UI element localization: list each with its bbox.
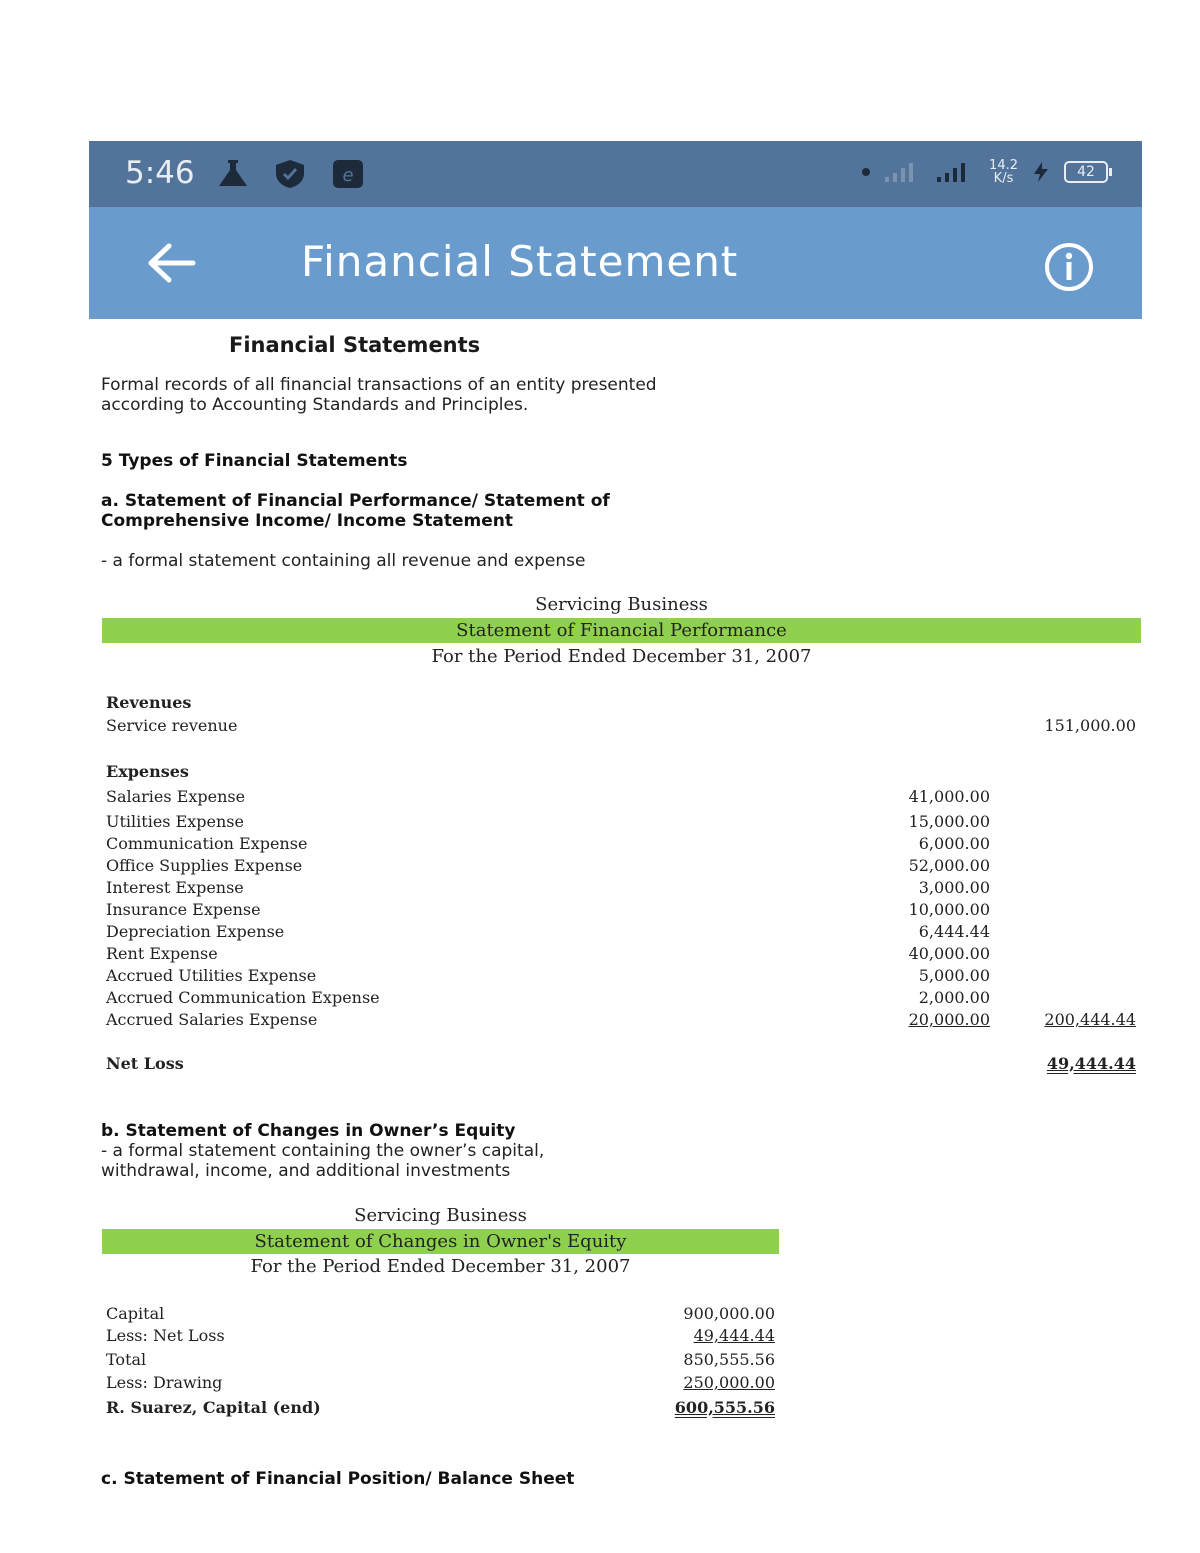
equity-row-amount: 600,555.56 [674,1398,775,1417]
soe-period: For the Period Ended December 31, 2007 [250,1256,631,1277]
app-bar [89,207,1142,319]
expense-label: Salaries Expense [106,787,246,806]
total-expenses-amount: 200,444.44 [1044,1010,1136,1029]
section-a-description: - a formal statement containing all revenue and expense [101,551,586,571]
expense-amount: 6,444.44 [918,922,990,941]
service-revenue-label: Service revenue [106,716,238,735]
expense-label: Depreciation Expense [106,922,285,941]
service-revenue-amount: 151,000.00 [1044,716,1136,735]
signal-strong-icon [937,161,975,183]
expense-label: Accrued Salaries Expense [106,1010,318,1029]
section-c-heading: c. Statement of Financial Position/ Balance Sheet [101,1469,575,1489]
expense-amount: 3,000.00 [918,878,990,897]
expense-amount: 41,000.00 [908,787,990,806]
definition-text: Formal records of all financial transactions of an entity presented according to Accounting Standards and Principles. [101,375,657,415]
expense-label: Insurance Expense [106,900,261,919]
equity-row-amount: 900,000.00 [683,1304,775,1323]
equity-row-label: Capital [106,1304,165,1323]
document-title: Financial Statements [229,333,481,357]
section-b-description: - a formal statement containing the owner’s capital, withdrawal, income, and additional investments [101,1141,545,1181]
expense-label: Rent Expense [106,944,218,963]
section-a-heading: a. Statement of Financial Performance/ Statement of Comprehensive Income/ Income Statement [101,491,610,531]
expense-amount: 20,000.00 [908,1010,990,1029]
app-title: Financial Statement [301,237,739,286]
sfp-company: Servicing Business [535,594,708,615]
expense-amount: 5,000.00 [918,966,990,985]
expense-label: Office Supplies Expense [106,856,303,875]
revenues-label: Revenues [106,693,192,712]
equity-row-label: Less: Drawing [106,1373,223,1392]
sfp-title: Statement of Financial Performance [102,618,1141,643]
notification-dot-icon [861,167,871,177]
expense-amount: 10,000.00 [908,900,990,919]
expense-amount: 40,000.00 [908,944,990,963]
browser-app-icon [331,158,365,190]
expense-amount: 2,000.00 [918,988,990,1007]
status-bar [89,141,1142,207]
expense-amount: 52,000.00 [908,856,990,875]
expenses-label: Expenses [106,762,189,781]
sfp-period: For the Period Ended December 31, 2007 [431,646,812,667]
expense-label: Communication Expense [106,834,308,853]
charging-icon [1032,161,1050,183]
equity-row-amount: 49,444.44 [693,1326,775,1345]
net-loss-label: Net Loss [106,1054,184,1073]
speed-value: 14.2 [989,158,1018,173]
soe-company: Servicing Business [354,1205,527,1226]
net-loss-amount: 49,444.44 [1046,1054,1136,1073]
speed-unit: K/s [993,171,1014,186]
network-speed [989,159,1018,185]
expense-amount: 6,000.00 [918,834,990,853]
svg-text:e: e [342,165,354,186]
expense-label: Interest Expense [106,878,244,897]
info-icon[interactable] [1043,241,1095,293]
types-heading: 5 Types of Financial Statements [101,451,408,471]
signal-weak-icon [885,161,923,183]
equity-row-amount: 250,000.00 [683,1373,775,1392]
shield-icon [273,158,307,190]
equity-row-label: Less: Net Loss [106,1326,225,1345]
expense-label: Accrued Communication Expense [106,988,380,1007]
status-time: 5:46 [125,155,195,191]
equity-row-amount: 850,555.56 [683,1350,775,1369]
expense-label: Accrued Utilities Expense [106,966,317,985]
soe-title: Statement of Changes in Owner's Equity [102,1229,779,1254]
battery-indicator: 42 [1064,161,1108,183]
expense-amount: 15,000.00 [908,812,990,831]
back-arrow-icon[interactable] [145,240,197,286]
section-b-heading: b. Statement of Changes in Owner’s Equity [101,1121,516,1141]
equity-row-label: Total [106,1350,147,1369]
expense-label: Utilities Expense [106,812,244,831]
equity-row-label: R. Suarez, Capital (end) [106,1398,321,1417]
flask-icon [215,158,251,190]
